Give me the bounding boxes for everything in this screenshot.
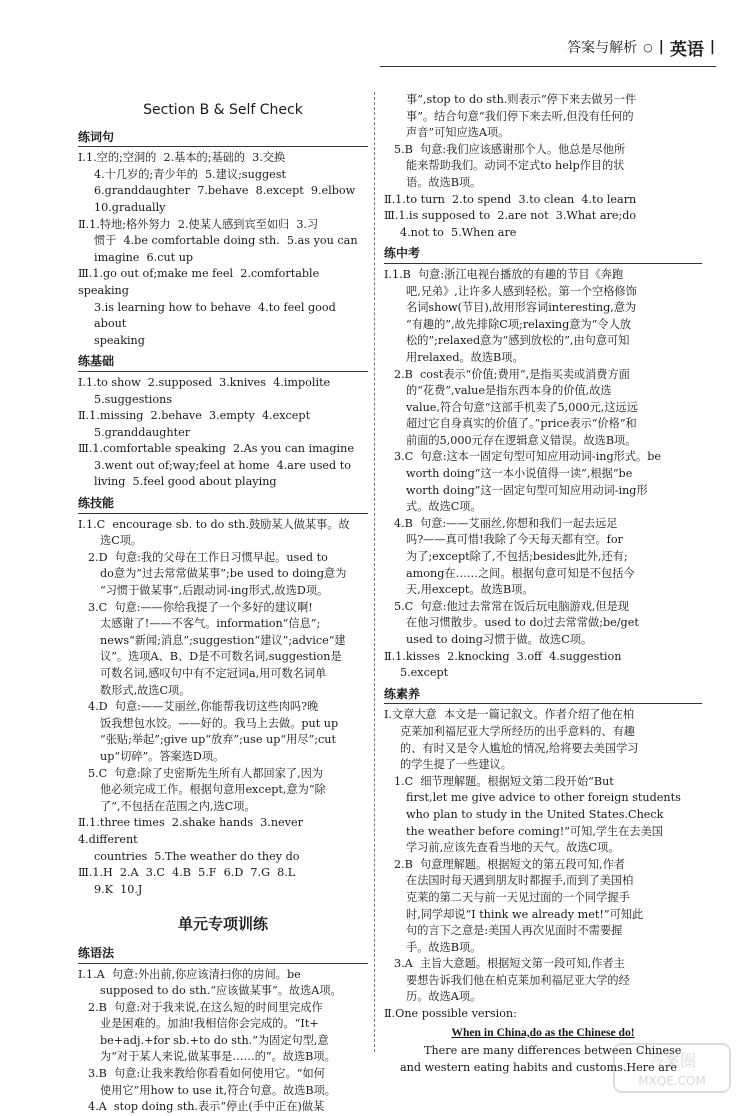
- subject-title: 英语: [669, 39, 704, 60]
- answer-line: 3.C 句意:这本一固定句型可知应用动词-ing形式。be: [394, 450, 661, 464]
- answer-line: 议”。选项A、B、D是不可数名词,suggestion是: [100, 650, 342, 664]
- answer-line: speaking: [94, 333, 145, 347]
- answer-line: 惯于 4.be comfortable doing sth. 5.as you can: [94, 234, 358, 248]
- answer-line: 数形式,故选C项。: [100, 683, 191, 697]
- answer-line: 4.D 句意:——艾丽丝,你能帮我切这些肉吗?晚: [88, 700, 319, 714]
- answer-line: 3.A 主旨大意题。根据短文第一段可知,作者主: [394, 957, 625, 971]
- answer-line: Ⅱ.1.特地;格外努力 2.使某人感到宾至如归 3.习: [78, 217, 319, 231]
- answer-line: 能来帮助我们。动词不定式to help作目的状: [406, 159, 625, 173]
- answer-line: supposed to do sth.“应该做某事”。故选A项。: [100, 984, 342, 998]
- answer-line: be+adj.+for sb.+to do sth.”为固定句型,意: [100, 1033, 329, 1047]
- answer-line: 4.B 句意:——艾丽丝,你想和我们一起去远足: [394, 516, 618, 530]
- answer-line: 饭我想包水饺。——好的。我马上去做。put up: [100, 716, 339, 730]
- answer-line: 句的言下之意是:美国人再次见面时不需要握: [406, 924, 623, 938]
- answer-line: 声音”可知应选A项。: [406, 126, 510, 140]
- exercise-heading: 练素养: [384, 686, 702, 705]
- essay-line: and western eating habits and customs.Here are: [400, 1060, 677, 1074]
- answer-line: 超过它自身真实的价值了。”price表示“价格”和: [406, 417, 637, 431]
- answer-line: 2.B cost表示“价值;费用”,是指买卖或消费方面: [394, 367, 630, 381]
- answer-line: Ⅲ.1.H 2.A 3.C 4.B 5.F 6.D 7.G 8.L: [78, 866, 296, 880]
- answer-line: 9.K 10.J: [94, 882, 143, 896]
- page-header: [430, 34, 715, 60]
- literacy-block: [384, 686, 702, 1023]
- answer-line: Ⅱ.1.three times 2.shake hands 3.never 4.different: [78, 816, 311, 846]
- answer-line: Ⅲ.1.go out of;make me feel 2.comfortable speaking: [78, 267, 323, 297]
- answer-line: 事”。结合句意“我们停下来去听,但没有任何的: [406, 109, 634, 123]
- answer-line: “有趣的”,故先排除C项;relaxing意为“令人放: [406, 317, 631, 331]
- answer-line: 5.C 句意:他过去常常在饭后玩电脑游戏,但是现: [394, 599, 630, 613]
- answer-line: up“切碎”。答案选D项。: [100, 749, 225, 763]
- exercise-heading: 练基础: [78, 353, 368, 372]
- answer-line: value,符合句意“这部手机卖了5,000元,这远远: [406, 400, 638, 414]
- left-column: [78, 92, 368, 1116]
- answer-line: 为“对于某人来说,做某事是……的”。故选B项。: [100, 1050, 336, 1064]
- header-rule: [380, 66, 716, 67]
- watermark-logo: [612, 1040, 732, 1096]
- answer-line: 吗?——真可惜!我除了今天每天都有空。for: [406, 533, 623, 547]
- answer-line: 的、有时又是令人尴尬的情况,给将要去美国学习: [400, 741, 639, 755]
- answer-line: 4.A stop doing sth.表示“停止(手中正在)做某: [88, 1100, 325, 1114]
- answer-line: 5.C 句意:除了史密斯先生所有人都回家了,因为: [88, 766, 324, 780]
- answer-line: Ⅰ.文章大意 本文是一篇记叙文。作者介绍了他在柏: [384, 708, 635, 722]
- answer-line: 1.C 细节理解题。根据短文第二段开始“But: [394, 774, 614, 788]
- answer-line: 使用它”用how to use it,符合句意。故选B项。: [100, 1083, 336, 1097]
- answer-line: 为了;except除了,不包括;besides此外,还有;: [406, 550, 628, 564]
- answer-line: 式。故选C项。: [406, 500, 482, 514]
- answer-line: 可数名词,感叹句中有不定冠词a,用可数名词单: [100, 667, 327, 680]
- answer-line: who plan to study in the United States.Check: [406, 807, 664, 821]
- answer-line: 2.D 句意:我的父母在工作日习惯早起。used to: [88, 550, 328, 564]
- exercise-heading: 练中考: [384, 245, 702, 264]
- answer-line: “习惯于做某事”,后跟动词-ing形式,故选D项。: [100, 584, 329, 598]
- column-divider: [374, 92, 376, 1052]
- exam-block: [384, 245, 702, 681]
- answer-line: Ⅰ.1.B 句意:浙江电视台播放的有趣的节目《奔跑: [384, 267, 624, 281]
- answer-line: 了”,不包括在范围之内,选C项。: [100, 799, 256, 813]
- circle-bullet-icon: ○: [643, 40, 653, 54]
- answer-line: 选C项。: [100, 534, 143, 548]
- answer-line: the weather before coming!”可知,学生在去美国: [406, 824, 663, 838]
- answer-line: 的学生提了一些建议。: [400, 758, 512, 772]
- answer-line: 克莱的第二天与前一天见过面的一个同学握手: [406, 890, 630, 904]
- header-divider: |: [658, 39, 664, 55]
- answer-line: 天,用except。故选B项。: [406, 583, 534, 597]
- watermark-text-url: MXQE.COM: [638, 1074, 706, 1088]
- answer-line: 3.B 句意:让我来教给你看看如何使用它。“如何: [88, 1067, 325, 1081]
- answer-line: 的“花费”,value是指东西本身的价值,故选: [406, 384, 612, 398]
- answer-line: Ⅱ.1.kisses 2.knocking 3.off 4.suggestion: [384, 649, 622, 663]
- answer-line: 用relaxed。故选B项。: [406, 350, 524, 364]
- unit-title: 单元专项训练: [177, 915, 268, 934]
- answer-line: 语。故选B项。: [406, 175, 482, 189]
- answer-line: 业是困难的。加油!我相信你会完成的。“It+: [100, 1017, 319, 1031]
- answer-line: 4.十几岁的;青少年的 5.建议;suggest: [94, 167, 287, 181]
- answer-line: 10.gradually: [94, 200, 166, 214]
- answer-line: Ⅰ.1.C encourage sb. to do sth.鼓励某人做某事。故: [78, 517, 350, 531]
- header-divider-end: |: [709, 39, 715, 55]
- answer-line: Ⅱ.1.to turn 2.to spend 3.to clean 4.to learn: [384, 192, 637, 206]
- watermark-text-cn: 答案圈: [647, 1051, 697, 1070]
- answer-line: 5.except: [400, 666, 449, 680]
- answer-line: news“新闻;消息”;suggestion“建议”;advice“建: [100, 633, 346, 647]
- answer-line: Ⅲ.1.comfortable speaking 2.As you can imagine: [78, 442, 354, 456]
- answer-line: 5.B 句意:我们应该感谢那个人。他总是尽他所: [394, 142, 626, 156]
- answer-line: do意为“过去常常做某事”;be used to doing意为: [100, 567, 347, 581]
- answer-line: 吧,兄弟》,让许多人感到轻松。第一个空格修饰: [406, 284, 637, 298]
- left-answer-blocks: [78, 129, 368, 899]
- answer-line: 克莱加利福尼亚大学所经历的出乎意料的、有趣: [400, 724, 635, 738]
- answer-line: 3.went out of;way;feel at home 4.are used to: [94, 458, 352, 472]
- answer-line: worth doing“这一本小说值得一读”,根据“be: [406, 467, 633, 481]
- answer-line: Ⅱ.One possible version:: [384, 1007, 517, 1021]
- answer-line: 名词show(节目),故用形容词interesting,意为: [406, 301, 637, 315]
- answer-line: 历。故选A项。: [406, 990, 482, 1004]
- answer-line: living 5.feel good about playing: [94, 475, 277, 489]
- answer-line: 5.granddaughter: [94, 425, 191, 439]
- answer-line: 事”,stop to do sth.则表示“停下来去做另一件: [406, 93, 637, 106]
- right-column: [384, 92, 702, 1076]
- section-title: Section B & Self Check: [143, 102, 303, 118]
- answer-line: Ⅲ.1.is supposed to 2.are not 3.What are;do: [384, 209, 637, 223]
- answer-line: Ⅰ.1.to show 2.supposed 3.knives 4.impolite: [78, 375, 331, 389]
- answer-line: Ⅰ.1.A 句意:外出前,你应该清扫你的房间。be: [78, 967, 301, 981]
- essay-line: There are many differences between Chinese: [424, 1044, 682, 1058]
- exercise-heading: 练技能: [78, 495, 368, 514]
- answer-line: Ⅱ.1.missing 2.behave 3.empty 4.except: [78, 409, 311, 423]
- answer-line: countries 5.The weather do they do: [94, 849, 300, 863]
- answer-line: 手。故选B项。: [406, 940, 482, 954]
- answer-line: 松的”;relaxed意为“感到放松的”,由句意可知: [406, 334, 630, 348]
- answer-line: used to doing习惯于做。故选C项。: [406, 633, 593, 646]
- answer-line: 他必须完成工作。根据句意用except,意为“除: [100, 783, 326, 797]
- answer-line: 5.suggestions: [94, 392, 173, 406]
- exercise-heading: 练语法: [78, 945, 368, 964]
- answer-line: 要想告诉我们他在柏克莱加利福尼亚大学的经: [406, 973, 630, 987]
- answer-line: imagine 6.cut up: [94, 250, 194, 264]
- answer-line: “张贴;举起”;give up“放弃”;use up“用尽”;cut: [100, 733, 336, 747]
- answer-line: 6.granddaughter 7.behave 8.except 9.elbow: [94, 184, 356, 198]
- essay-title: When in China,do as the Chinese do!: [451, 1025, 635, 1039]
- answer-line: 在法国时每天遇到朋友时都握手,而到了美国柏: [406, 874, 634, 888]
- answer-line: first,let me give advice to other foreign students: [406, 791, 681, 805]
- running-title: 答案与解析: [567, 40, 638, 56]
- answer-line: among在……之间。根据句意可知是不包括今: [406, 566, 635, 580]
- grammar-block: [78, 945, 368, 1116]
- right-intro-lines: [384, 92, 702, 241]
- answer-line: Ⅰ.1.空的;空洞的 2.基本的;基础的 3.交换: [78, 151, 286, 165]
- answer-line: 2.B 句意理解题。根据短文的第五段可知,作者: [394, 857, 625, 871]
- answer-line: 时,同学却说“I think we already met!”可知此: [406, 907, 644, 921]
- answer-line: 4.not to 5.When are: [400, 225, 517, 239]
- answer-line: 太感谢了!——不客气。information“信息”;: [100, 617, 321, 631]
- answer-line: 3.is learning how to behave 4.to feel good about: [94, 300, 340, 331]
- answer-line: 3.C 句意:——你给我提了一个多好的建议啊!: [88, 600, 313, 614]
- exercise-heading: 练词句: [78, 129, 368, 148]
- answer-line: 前面的5,000元存在逻辑意义错误。故选B项。: [406, 433, 637, 447]
- answer-line: worth doing”这一固定句型可知应用动词-ing形: [406, 483, 648, 497]
- answer-line: 在他习惯散步。used to do过去常常做;be/get: [406, 616, 639, 630]
- answer-line: 2.B 句意:对于我来说,在这么短的时间里完成作: [88, 1000, 323, 1014]
- answer-line: 学习前,应该先查看当地的天气。故选C项。: [406, 841, 620, 855]
